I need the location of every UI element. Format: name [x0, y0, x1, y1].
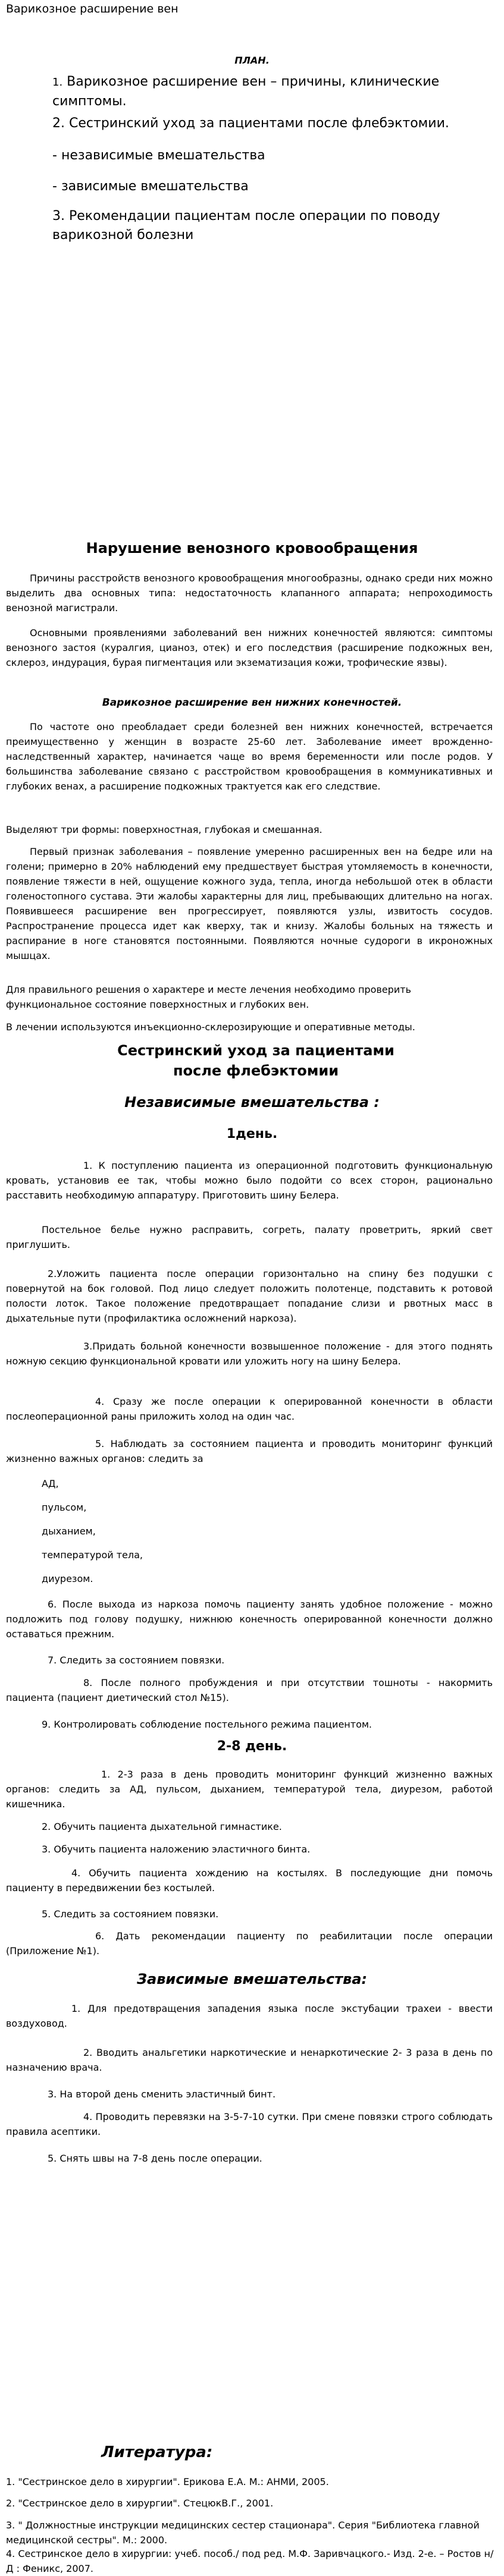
dependent-item-4: 4. Проводить перевязки на 3-5-7-10 сутки. При смене повязки строго соблюдать правила асептики. — [6, 2111, 493, 2137]
vital-sign: пульсом, — [42, 1502, 87, 1513]
paragraph-diagnosis: Для правильного решения о характере и месте лечения необходимо проверить функциональное состояние поверхностных и глубоких вен. — [6, 984, 411, 1010]
plan-item-text: независимые вмешательства — [57, 148, 265, 163]
day1-item-6: 6. После выхода из наркоза помочь пациенту занять удобное положение - можно подложить под голову подушку, нижнюю конечность оперированной конечности должно оставаться прежним. — [6, 1599, 493, 1640]
plan-item-independent — [52, 146, 481, 165]
plan-item-text: Рекомендации пациентам после операции по поводу варикозной болезни — [52, 209, 440, 243]
dependent-item-2: 2. Вводить анальгетики наркотические и ненаркотические 2- 3 раза в день по назначению врача. — [6, 2047, 493, 2073]
paragraph-treatment: В лечении используются инъекционно-склерозирующие и оперативные методы. — [6, 1021, 415, 1033]
dependent-item-5: 5. Снять швы на 7-8 день после операции. — [48, 2153, 262, 2164]
paragraph-frequency: По частоте оно преобладает среди болезней вен нижних конечностей, встречается преимущественно у женщин в возрасте 25-60 лет. Заболевание имеет врожденно-наследственный характер, начинается чаще во время беременности или после родов. У большинства заболевание связано с расстройством кровообращения в коммуникативных и глубоких венах, а расширение подкожных трактуется как его следствие. — [6, 721, 493, 792]
plan-item-dash: - — [52, 148, 57, 163]
plan-item-text: Сестринский уход за пациентами после флебэктомии. — [65, 116, 449, 131]
day1-item-3: 3.Придать больной конечности возвышенное положение - для этого поднять ножную секцию функциональной кровати или уложить ногу на шину Белера. — [6, 1341, 493, 1367]
dependent-item-1: 1. Для предотвращения западения языка после экстубации трахеи - ввести воздуховод. — [6, 2003, 493, 2029]
plan-item-3 — [52, 207, 481, 245]
literature-item: 4. Сестринское дело в хирургии: учеб. пособ./ под ред. М.Ф. Заривчацкого.- Изд. 2-е. – Ростов н/Д : Феникс, 2007. — [6, 2548, 494, 2574]
paragraph-first-sign: Первый признак заболевания – появление умеренно расширенных вен на бедре или на голени; примерно в 20% наблюдений ему предшествует быстрая утомляемость в конечности, появление тяжести в ней, ощущение кожного зуда, тепла, иногда небольшой отек в области голеностопного сустава. Эти жалобы характерны для лиц, пребывающих длительно на ногах. Появившееся расширение вен прогрессирует, появляются узлы, извитость сосудов. Распространение процесса идет как кверху, так и книзу. Жалобы больных на тяжесть и распирание в ноге становятся постоянными. Появляются ночные судороги в икроножных мышцах. — [6, 846, 493, 961]
subtitle-dependent: Зависимые вмешательства: — [136, 1971, 368, 1987]
literature-item: 2. "Сестринское дело в хирургии". СтецюкВ.Г., 2001. — [6, 2498, 274, 2509]
plan-item-2 — [52, 114, 481, 133]
day2-item-4: 4. Обучить пациента хождению на костылях. В последующие дни помочь пациенту в передвижении без костылей. — [6, 1867, 493, 1894]
day2-item-3: 3. Обучить пациента наложению эластичного бинта. — [42, 1844, 311, 1855]
day1-item-7: 7. Следить за состоянием повязки. — [48, 1655, 225, 1666]
section-title-care: Сестринский уход за пациентами после флебэктомии — [117, 1042, 395, 1079]
dependent-item-3: 3. На второй день сменить эластичный бинт. — [48, 2089, 276, 2100]
subtitle-independent: Независимые вмешательства : — [124, 1094, 380, 1111]
plan-item-dependent — [52, 177, 481, 196]
literature-item: 3. " Должностные инструкции медицинских сестер стационара". Серия "Библиотека главной медицинской сестры". М.: 2000. — [6, 2520, 480, 2546]
day1-item-2: 2.Уложить пациента после операции горизонтально на спину без подушки с повернутой на бок головой. Под лицо следует положить полотенце, подставить к ротовой полости лоток. Такое положение предотвращает попадание слизи и рвотных масс в дыхательные пути (профилактика осложнений наркоза). — [6, 1268, 493, 1324]
vital-sign: диурезом. — [42, 1573, 93, 1584]
subheading-varicose: Варикозное расширение вен нижних конечностей. — [102, 697, 402, 709]
day2-item-2: 2. Обучить пациента дыхательной гимнастике. — [42, 1821, 282, 1832]
day1-item-4: 4. Сразу же после операции к оперированной конечности в области послеоперационной раны приложить холод на один час. — [6, 1396, 493, 1422]
day1-item-1-linen: Постельное белье нужно расправить, согреть, палату проветрить, яркий свет приглушить. — [6, 1224, 493, 1250]
plan-item-dash: - — [52, 179, 57, 194]
document-title: Варикозное расширение вен — [6, 2, 179, 15]
day1-item-9: 9. Контролировать соблюдение постельного режима пациентом. — [42, 1719, 372, 1730]
vital-sign: АД, — [42, 1478, 59, 1489]
day1-item-1: 1. К поступлению пациента из операционной подготовить функциональную кровать, установив ее так, чтобы можно было подойти со всех сторон, рационально расставить необходимую аппаратуру. Приготовить шину Белера. — [6, 1160, 493, 1201]
plan-item-text: зависимые вмешательства — [57, 179, 249, 194]
literature-item: 1. "Сестринское дело в хирургии". Ерикова Е.А. М.: АНМИ, 2005. — [6, 2476, 329, 2487]
plan-item-1 — [52, 73, 481, 111]
plan-item-number: 3. — [52, 209, 65, 224]
day2-item-6: 6. Дать рекомендации пациенту по реабилитации после операции (Приложение №1). — [6, 1930, 493, 1957]
day2-item-1: 1. 2-3 раза в день проводить мониторинг функций жизненно важных органов: следить за АД, пульсом, дыханием, температурой тела, диурезом, работой кишечника. — [6, 1769, 493, 1810]
paragraph-forms: Выделяют три формы: поверхностная, глубокая и смешанная. — [6, 824, 323, 835]
day-heading-1: 1день. — [226, 1127, 278, 1141]
day2-item-5: 5. Следить за состоянием повязки. — [42, 1908, 219, 1920]
plan-heading: ПЛАН. — [234, 55, 270, 66]
plan-item-number: 1. — [52, 76, 63, 89]
paragraph-causes: Причины расстройств венозного кровообращения многообразны, однако среди них можно выделить два основных типа: недостаточность клапанного аппарата; непроходимость венозной магистрали. — [6, 573, 493, 614]
section-title-venous: Нарушение венозного кровообращения — [86, 540, 418, 556]
plan-item-number: 2. — [52, 116, 65, 131]
day-heading-2-8: 2-8 день. — [217, 1739, 287, 1754]
day1-item-5: 5. Наблюдать за состоянием пациента и проводить мониторинг функций жизненно важных органов: следить за — [6, 1438, 493, 1464]
vital-sign: дыханием, — [42, 1526, 96, 1537]
paragraph-symptoms: Основными проявлениями заболеваний вен нижних конечностей являются: симптомы венозного застоя (куралгия, цианоз, отек) и его последствия (расширение подкожных вен, склероз, индурация, бурая пигментация или экзематизация кожи, трофические язвы). — [6, 627, 493, 668]
vital-sign: температурой тела, — [42, 1549, 143, 1561]
literature-title: Литература: — [101, 2443, 213, 2461]
plan-item-text: Варикозное расширение вен – причины, клинические симптомы. — [52, 74, 440, 109]
day1-item-8: 8. После полного пробуждения и при отсутствии тошноты - накормить пациента (пациент диетический стол №15). — [6, 1677, 493, 1703]
